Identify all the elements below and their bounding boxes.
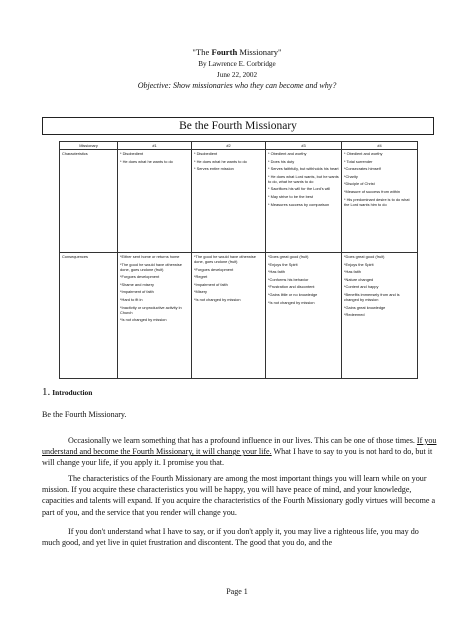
table-header-row [60, 142, 418, 150]
cell-item: *Gains great knowledge [344, 304, 386, 310]
cell-item: * Sacrifices his will for the Lord's will [268, 186, 331, 192]
cell-item: * He does what Lord wants, but he wants to do, what he wants to do [268, 173, 339, 184]
objective-line: Objective: Show missionaries who they can become and why? [137, 81, 337, 90]
cell-item: *Nature changed [344, 276, 374, 282]
cell-item: *Either sent home or returns home [120, 254, 180, 259]
cell-item: *Content and happy [344, 284, 379, 290]
table-cell [192, 253, 266, 379]
cell-item: *Conforms his behavior [268, 276, 309, 282]
boxed-heading: Be the Fourth Missionary [42, 117, 434, 135]
paragraph: The characteristics of the Fourth Missionary are among the most important things you will learn while on your mission. If you acquire these characteristics you will be happy, you will have peace of mind, and your knowledge, capacities and talents will expand. If you acquire the characteristics of the Fourth Missionary godly virtues will become a part of you, and the service that you render will change you. [42, 474, 436, 517]
cell-item: *Benefits immensely from and is changed by mission [344, 291, 400, 302]
cell-item: *Inactivity or unproductive activity in Church [120, 304, 182, 315]
cell-item: *Impairment of faith [194, 281, 228, 287]
cell-item: *Enjoys the Spirit [344, 261, 374, 267]
cell-item: *Shame and misery [120, 281, 154, 287]
cell-item: * Does his duty [268, 158, 295, 164]
cell-item: * He does what he wants to do [194, 158, 247, 164]
cell-item: *Is not changed by mission [268, 299, 315, 305]
cell-item: *The good he would have otherwise done, goes undone (fruit) [120, 261, 182, 272]
column-header: #3 [266, 142, 342, 150]
page-number: Page 1 [226, 587, 248, 596]
table-cell [118, 253, 192, 379]
column-header: #1 [118, 142, 192, 150]
cell-item: *Forgoes development [194, 266, 234, 272]
table-cell [118, 150, 192, 253]
cell-item: *Charity [344, 173, 358, 179]
missionary-table [59, 141, 418, 379]
cell-item: *Misery [194, 289, 207, 295]
cell-item: *Enjoys the Spirit [268, 261, 298, 267]
cell-item: *Frustration and discontent [268, 284, 315, 290]
table-cell [342, 150, 418, 253]
cell-item: *Disciple of Christ [344, 181, 375, 187]
cell-item: * His predominant desire is to do what the Lord wants him to do [344, 196, 410, 207]
cell-item: * Obedient and worthy [268, 151, 307, 156]
cell-item: *Does great good (fruit) [344, 254, 385, 259]
table-cell [266, 253, 342, 379]
cell-item: * Serves faithfully, but withholds his heart [268, 166, 339, 172]
cell-item: *Does great good (fruit) [268, 254, 309, 259]
underlined-sentence: If you understand and become the Fourth Missionary, it will change your life. [42, 436, 437, 457]
cell-item: * Disobedient [194, 151, 218, 156]
table-cell [342, 253, 418, 379]
row-header: Characteristics [60, 150, 118, 253]
cell-item: *Redeemed [344, 312, 365, 318]
section-heading: 1. Introduction [42, 386, 93, 398]
paragraph: If you don't understand what I have to say, or if you don't apply it, you may live a righteous life, you may do much good, and yet live in quiet frustration and discontent. The good that you do, and the [42, 527, 419, 548]
column-header: #2 [192, 142, 266, 150]
row-header: Consequences [60, 253, 118, 379]
cell-item: * Serves entire mission [194, 166, 234, 172]
table-row [60, 150, 418, 253]
cell-item: *Impairment of faith [120, 289, 154, 295]
paragraph: Be the Fourth Missionary. [42, 410, 127, 419]
cell-item: *The good he would have otherwise done, goes undone (fruit) [194, 254, 256, 264]
cell-item: *Is not changed by mission [194, 296, 241, 302]
column-header: Missionary [60, 142, 118, 150]
cell-item: *Has faith [268, 269, 285, 275]
cell-item: *Measure of success from within [344, 188, 401, 194]
cell-item: *Hard to fit in [120, 296, 143, 302]
document-title: "The Fourth Missionary" [192, 47, 282, 57]
cell-item: *Is not changed by mission [120, 317, 167, 323]
author-line: By Lawrence E. Corbridge [198, 60, 276, 68]
cell-item: * Total surrender [344, 158, 373, 164]
cell-item: * Measures success by comparison [268, 201, 330, 207]
cell-item: *Forgoes development [120, 274, 160, 280]
paragraph: Occasionally we learn something that has a profound influence in our lives. This can be one of those times. If you understand and become the Fourth Missionary, it will change your life. What I have to say to you is not hard to do, but it will change your life, if you apply it. I promise you that. [42, 436, 437, 468]
cell-item: * Disobedient [120, 151, 144, 156]
cell-item: * May strive to be the best [268, 193, 313, 199]
cell-item: *Gains little or no knowledge [268, 291, 318, 297]
table-row [60, 253, 418, 379]
table-cell [266, 150, 342, 253]
cell-item: *Has faith [344, 269, 361, 275]
table-cell [192, 150, 266, 253]
cell-item: *Consecrates himself [344, 166, 381, 172]
cell-item: * He does what he wants to do [120, 158, 173, 164]
date-line: June 22, 2002 [216, 71, 258, 79]
column-header: #4 [342, 142, 418, 150]
cell-item: *Regret [194, 274, 208, 280]
cell-item: * Obedient and worthy [344, 151, 383, 156]
